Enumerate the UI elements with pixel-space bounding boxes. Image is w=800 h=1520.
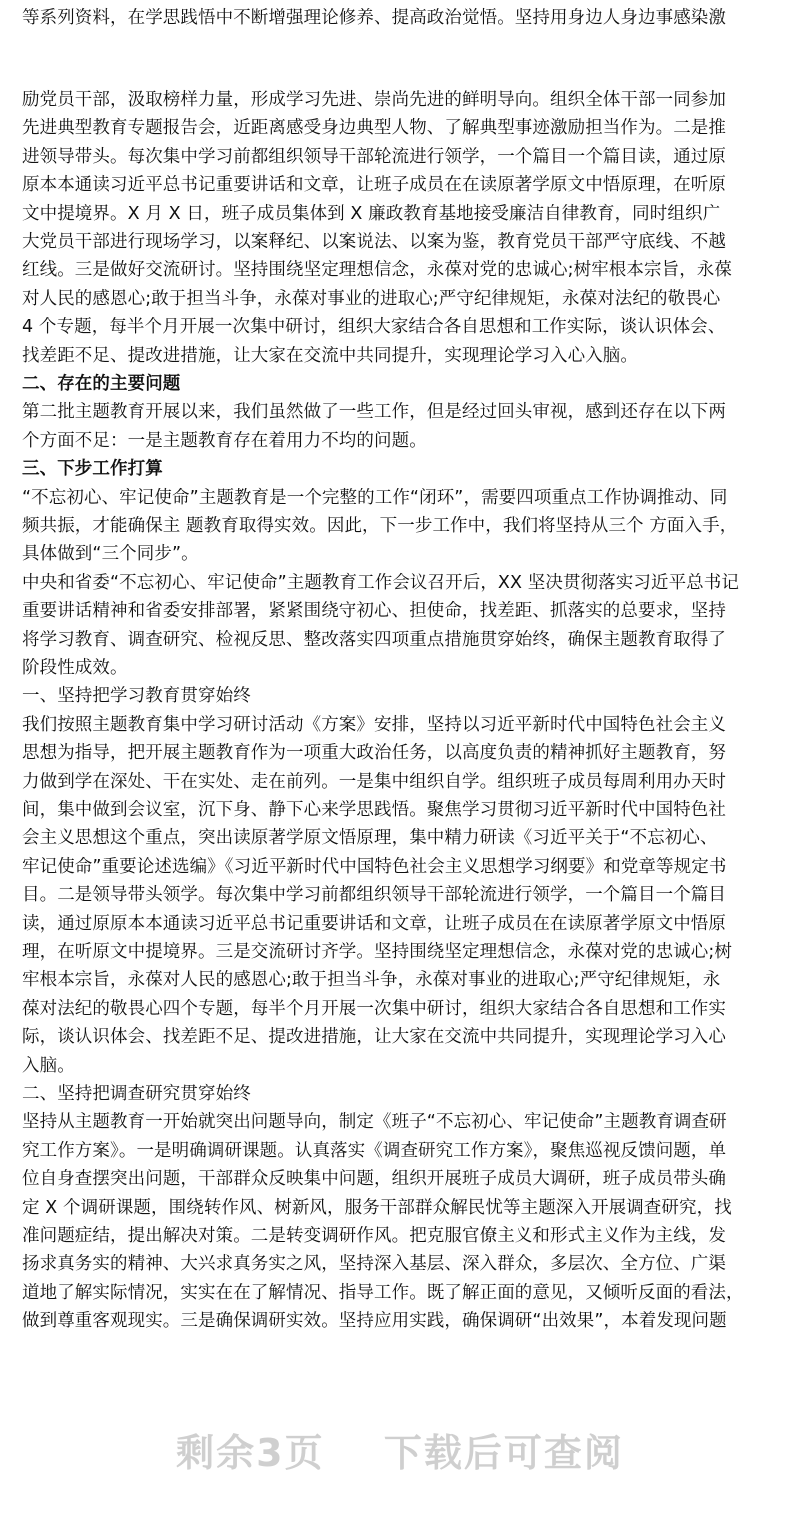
paragraph-line: 大党员干部进行现场学习，以案释纪、以案说法、以案为鉴，教育党员干部严守底线、不越 [22,232,726,252]
paragraph-line: 红线。三是做好交流研讨。坚持围绕坚定理想信念，永葆对党的忠诚心;树牢根本宗旨，永葆 [22,260,732,281]
paragraph-line: 际，谈认识体会、找差距不足、提改进措施，让大家在交流中共同提升，实现理论学习入心 [22,1027,726,1048]
paragraph-line: 文中提境界。X 月 X 日，班子成员集体到 X 廉政教育基地接受廉洁自律教育，同时组织广 [22,203,721,224]
paragraph-line: 一、坚持把学习教育贯穿始终 [22,686,251,707]
paragraph-line: 进领导带头。每次集中学习前都组织领导干部轮流进行领学，一个篇目一个篇目读，通过原 [22,146,726,167]
remaining-pages-label: 剩余3页 [176,1431,325,1475]
paragraph-line: 阶段性成效。 [22,658,128,678]
paragraph-line: 将学习教育、调查研究、检视反思、整改落实四项重点措施贯穿始终，确保主题教育取得了 [22,629,726,650]
paragraph-line: 理，在听原文中提境界。三是交流研讨齐学。坚持围绕坚定理想信念，永葆对党的忠诚心;树 [22,942,732,962]
paragraph-line: 找差距不足、提改进措施，让大家在交流中共同提升，实现理论学习入心入脑。 [22,345,638,366]
paragraph-line: 对人民的感恩心;敢于担当斗争，永葆对事业的进取心;严守纪律规矩，永葆对法纪的敬畏心 [22,288,721,309]
paragraph-line: 入脑。 [22,1055,75,1076]
paragraph-line: 中央和省委“不忘初心、牢记使命”主题教育工作会议召开后，XX 坚决贯彻落实习近平总书记 [22,572,739,593]
paragraph-line: 牢根本宗旨，永葆对人民的感恩心;敢于担当斗争，永葆对事业的进取心;严守纪律规矩，永 [22,970,721,991]
paragraph-line: “不忘初心、牢记使命”主题教育是一个完整的工作“闭环”，需要四项重点工作协调推动、同 [22,487,728,508]
paragraph-line: 目。二是领导带头领学。每次集中学习前都组织领导干部轮流进行领学，一个篇目一个篇目 [22,885,726,906]
paragraph-line: 准问题症结，提出解决对策。二是转变调研作风。把克服官僚主义和形式主义作为主线，发 [22,1226,726,1246]
paragraph-line: 重要讲话精神和省委安排部署，紧紧围绕守初心、担使命，找差距、抓落实的总要求，坚持 [22,601,726,622]
paragraph-line: 扬求真务实的精神、大兴求真务实之风，坚持深入基层、深入群众，多层次、全方位、广渠 [22,1254,726,1275]
paragraph-line: 等系列资料，在学思践悟中不断增强理论修养、提高政治觉悟。坚持用身边人身边事感染激 [22,8,726,28]
paragraph-line: 葆对法纪的敬畏心四个专题，每半个月开展一次集中研讨，组织大家结合各自思想和工作实 [22,998,726,1019]
paragraph-line: 先进典型教育专题报告会，近距离感受身边典型人物、了解典型事迹激励担当作为。二是推 [22,118,726,139]
paragraph-line: 位自身查摆突出问题，干部群众反映集中问题，组织开展班子成员大调研，班子成员带头确 [22,1169,726,1190]
paragraph-line: 究工作方案》。一是明确调研课题。认真落实《调查研究工作方案》，聚焦巡视反馈问题，单 [22,1140,727,1161]
paragraph-line: 励党员干部，汲取榜样力量，形成学习先进、崇尚先进的鲜明导向。组织全体干部一同参加 [22,90,726,110]
download-to-view-label: 下载后可查阅 [383,1431,624,1475]
paragraph-line: 牢记使命”重要论述选编》《习近平新时代中国特色社会主义思想学习纲要》和党章等规定书 [22,856,727,877]
paragraph-line: 坚持从主题教育一开始就突出问题导向，制定《班子“不忘初心、牢记使命”主题教育调查研 [22,1112,727,1133]
paragraph-line: 第二批主题教育开展以来，我们虽然做了一些工作，但是经过回头审视，感到还存在以下两 [22,402,726,423]
paragraph-line: 我们按照主题教育集中学习研讨活动《方案》安排，坚持以习近平新时代中国特色社会主义 [22,714,726,735]
paragraph-line: 道地了解实际情况，实实在在了解情况、指导工作。既了解正面的意见，又倾听反面的看法， [22,1282,744,1303]
paragraph-line: 思想为指导，把开展主题教育作为一项重大政治任务，以高度负责的精神抓好主题教育，努 [22,743,726,764]
paragraph-line: 会主义思想这个重点，突出读原著学原文悟原理，集中精力研读《习近平关于“不忘初心、 [22,828,718,849]
paragraph-line: 力做到学在深处、干在实处、走在前列。一是集中组织自学。组织班子成员每周利用办天时 [22,771,726,792]
paragraph-line: 具体做到“三个同步”。 [22,544,199,565]
section-heading: 三、下步工作打算 [22,459,163,480]
paragraph-line: 个方面不足：一是主题教育存在着用力不均的问题。 [22,430,427,451]
download-prompt[interactable] [0,1422,800,1477]
paragraph-line: 定 X 个调研课题，围绕转作风、树新风，服务干部群众解民忧等主题深入开展调查研究，找 [22,1197,732,1218]
paragraph-line: 二、坚持把调查研究贯穿始终 [22,1084,251,1104]
paragraph-line: 原本本通读习近平总书记重要讲话和文章，让班子成员在在读原著学原文中悟原理，在听原 [22,175,726,196]
paragraph-line: 读，通过原原本本通读习近平总书记重要讲话和文章，让班子成员在在读原著学原文中悟原 [22,913,726,934]
section-heading: 二、存在的主要问题 [22,374,181,394]
paragraph-line: 做到尊重客观现实。三是确保调研实效。坚持应用实践，确保调研“出效果”，本着发现问题 [22,1311,727,1332]
paragraph-line: 间，集中做到会议室，沉下身、静下心来学思践悟。聚焦学习贯彻习近平新时代中国特色社 [22,800,726,820]
paragraph-line: 频共振，才能确保主 题教育取得实效。因此，下一步工作中，我们将坚持从三个 方面入手， [22,516,738,536]
paragraph-line: 4 个专题，每半个月开展一次集中研讨，组织大家结合各自思想和工作实际，谈认识体会、 [22,317,726,338]
